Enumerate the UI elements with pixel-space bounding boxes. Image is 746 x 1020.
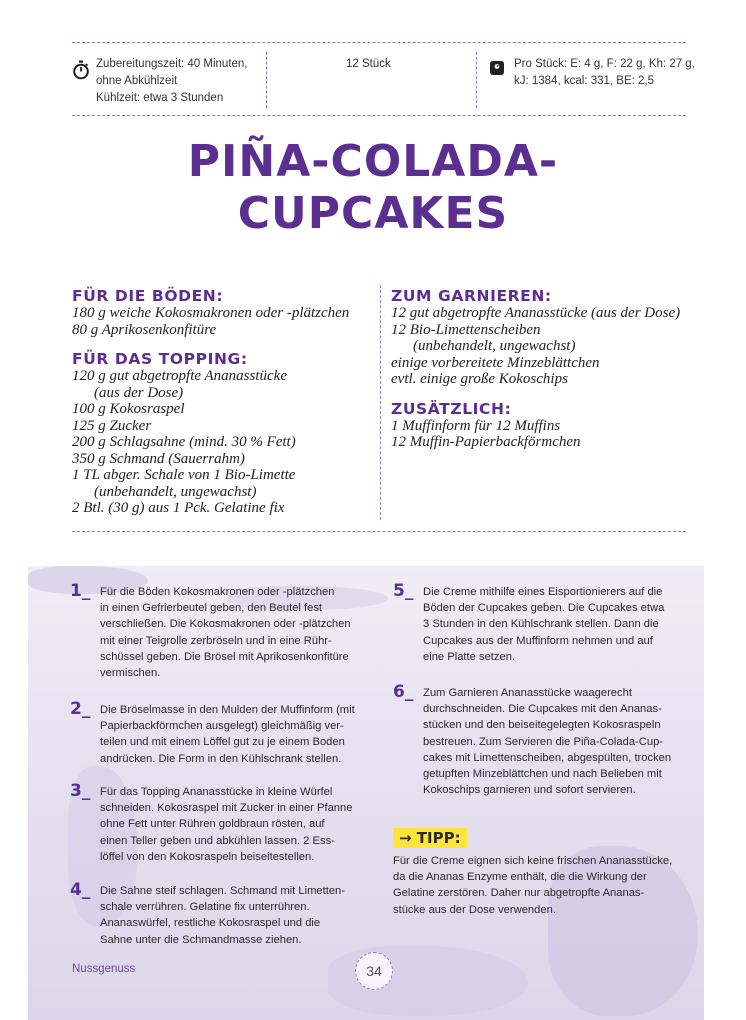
step-text-line: bestreuen. Zum Servieren die Piña-Colada-Cup- [423, 735, 664, 748]
step-text-line: andrücken. Die Form in den Kühlschrank stellen. [100, 752, 342, 765]
ingredient-line: 1 TL abger. Schale von 1 Bio-Limette [72, 467, 296, 483]
ingredient-line: 100 g Kokosraspel [72, 401, 185, 417]
ingredient-line: 1 Muffinform für 12 Muffins [391, 417, 561, 434]
ingredient-line: 120 g gut abgetropfte Ananasstücke [72, 368, 287, 384]
ingredient-heading: FÜR DAS TOPPING: [72, 350, 248, 368]
step-text-line: getupften Minzeblättchen und nach Belieben mit [423, 768, 662, 781]
recipe-title-line: PIÑA-COLADA- [187, 136, 559, 187]
step-text-line: vermischen. [100, 667, 161, 680]
step-text-line: teilen und mit einem Löffel gut zu je einem Boden [100, 736, 345, 749]
header-divider [476, 52, 477, 108]
step-text-line: eine Platte setzen. [423, 650, 516, 663]
ingredient-line: 200 g Schlagsahne (mind. 30 % Fett) [72, 434, 296, 450]
step-text [100, 702, 390, 767]
ingredient-line: (unbehandelt, ungewachst) [94, 483, 257, 500]
step-text-line: einen Teller geben und abkühlen lassen. 2 Ess- [100, 834, 335, 847]
step-text-line: stücken und den beiseitegelegten Kokosraspeln [423, 719, 661, 732]
ingredient-line: einige vorbereitete Minzeblättchen [391, 354, 600, 371]
tip-text-line: Gelatine zerstören. Daher nur abgetropfte Ananas- [393, 887, 645, 900]
step-text-line: mit einer Teigrolle zerbröseln und in eine Rühr- [100, 634, 332, 647]
section-label: Nussgenuss [72, 963, 136, 975]
step-text-line: löffel von den Kokosraspeln beiseitestellen. [100, 850, 315, 863]
step-text [423, 584, 713, 665]
step-text-line: cakes mit Limettenscheiben, abgespülten, trocken [423, 751, 672, 764]
ingredient-group [72, 287, 377, 338]
step-number: 2_ [70, 699, 91, 719]
ingredient-heading: ZUM GARNIEREN: [391, 287, 552, 305]
ingredients-right [391, 287, 711, 451]
step-text [100, 784, 390, 865]
ingredient-line: 180 g weiche Kokosmakronen oder -plätzchen [72, 305, 350, 321]
ingredient-line: 125 g Zucker [72, 417, 152, 434]
step-text-line: Böden der Cupcakes geben. Die Cupcakes etwa [423, 602, 665, 615]
header-bottom-divider [72, 115, 686, 116]
tip-text [393, 853, 713, 918]
nutrition-line: kJ: 1384, kcal: 331, BE: 2,5 [514, 75, 654, 87]
step-text-line: Für das Topping Ananasstücke in kleine Würfel [100, 786, 333, 798]
step-text-line: Zum Garnieren Ananasstücke waagerecht [423, 687, 632, 699]
step-text-line: Ananaswürfel, restliche Kokosraspel und die [100, 917, 321, 930]
ingredient-line: 12 Muffin-Papierbackförmchen [391, 434, 581, 450]
step-text-line: Die Sahne steif schlagen. Schmand mit Limetten- [100, 885, 346, 897]
ingredients-bottom-divider [72, 531, 686, 532]
top-divider [72, 42, 686, 43]
header-divider [266, 52, 267, 108]
prep-time [96, 56, 266, 107]
ingredients-divider [380, 285, 381, 520]
step-text-line: Sahne unter die Schmandmasse ziehen. [100, 933, 302, 946]
step-text [423, 685, 713, 798]
step-text-line: schneiden. Kokosraspel mit Zucker in einer Pfanne [100, 802, 353, 815]
tip-text-line: da die Ananas Enzyme enthält, die die Wirkung der [393, 871, 647, 884]
ingredient-line: 350 g Schmand (Sauerrahm) [72, 450, 245, 467]
prep-time-line: Zubereitungszeit: 40 Minuten, [96, 58, 248, 70]
step-text-line: Papierbackförmchen ausgelegt) gleichmäßig ver- [100, 720, 344, 733]
step-text-line: in einen Gefrierbeutel geben, den Beutel fest [100, 602, 323, 615]
ingredient-line: 12 gut abgetropfte Ananasstücke (aus der Dose) [391, 305, 681, 321]
step-number: 3_ [70, 781, 91, 801]
page-number: 34 [355, 952, 393, 990]
ingredient-group [72, 350, 377, 517]
step-number: 6_ [393, 682, 414, 702]
step-text [100, 883, 390, 948]
step-number: 4_ [70, 880, 91, 900]
ingredient-line: (unbehandelt, ungewachst) [413, 338, 576, 354]
ingredient-line: 12 Bio-Limettenscheiben [391, 321, 541, 338]
step-text-line: Für die Böden Kokosmakronen oder -plätzchen [100, 586, 335, 598]
step-text-line: ohne Fett unter Rühren goldbraun rösten, auf [100, 818, 325, 831]
step-text-line: verschließen. Die Kokosmakronen oder -plätzchen [100, 618, 351, 631]
prep-time-line: Kühlzeit: etwa 3 Stunden [96, 92, 224, 104]
step-text-line: Die Creme mithilfe eines Eisportionierers auf die [423, 586, 663, 598]
step-text-line: Die Bröselmasse in den Mulden der Muffinform (mit [100, 704, 355, 716]
yield: 12 Stück [346, 58, 391, 70]
ingredient-heading: ZUSÄTZLICH: [391, 399, 512, 418]
tip-label: → TIPP: [393, 828, 467, 848]
step-number: 1_ [70, 581, 91, 601]
ingredient-group [391, 400, 711, 451]
step-text [100, 584, 390, 681]
scale-icon [489, 60, 505, 76]
nutrition [514, 56, 704, 90]
nutrition-line: Pro Stück: E: 4 g, F: 22 g, Kh: 27 g, [514, 58, 695, 70]
step-text-line: durchschneiden. Die Cupcakes mit den Ananas- [423, 703, 662, 716]
tip-text-line: stücke aus der Dose verwenden. [393, 903, 556, 916]
step-text-line: 3 Stunden in den Kühlschrank stellen. Dann die [423, 618, 659, 631]
ingredient-line: (aus der Dose) [94, 384, 184, 401]
ingredient-line: 80 g Aprikosenkonfitüre [72, 321, 217, 338]
step-text-line: schale verrühren. Gelatine fix unterrühren. [100, 901, 310, 914]
prep-time-line: ohne Abkühlzeit [96, 75, 178, 87]
ingredients-left [72, 287, 377, 517]
stopwatch-icon [72, 60, 90, 80]
step-number: 5_ [393, 581, 414, 601]
ingredient-group [391, 287, 711, 388]
ingredient-heading: FÜR DIE BÖDEN: [72, 287, 224, 305]
step-text-line: Cupcakes aus der Muffinform nehmen und auf [423, 634, 653, 647]
ingredient-line: 2 Btl. (30 g) aus 1 Pck. Gelatine fix [72, 500, 285, 516]
step-text-line: Kokoschips garnieren und sofort servieren. [423, 784, 636, 797]
ingredient-line: evtl. einige große Kokoschips [391, 371, 568, 387]
recipe-title-line: CUPCAKES [237, 188, 509, 239]
tip-text-line: Für die Creme eignen sich keine frischen Ananasstücke, [393, 855, 673, 867]
step-text-line: schüssel geben. Die Brösel mit Aprikosenkonfitüre [100, 650, 349, 663]
